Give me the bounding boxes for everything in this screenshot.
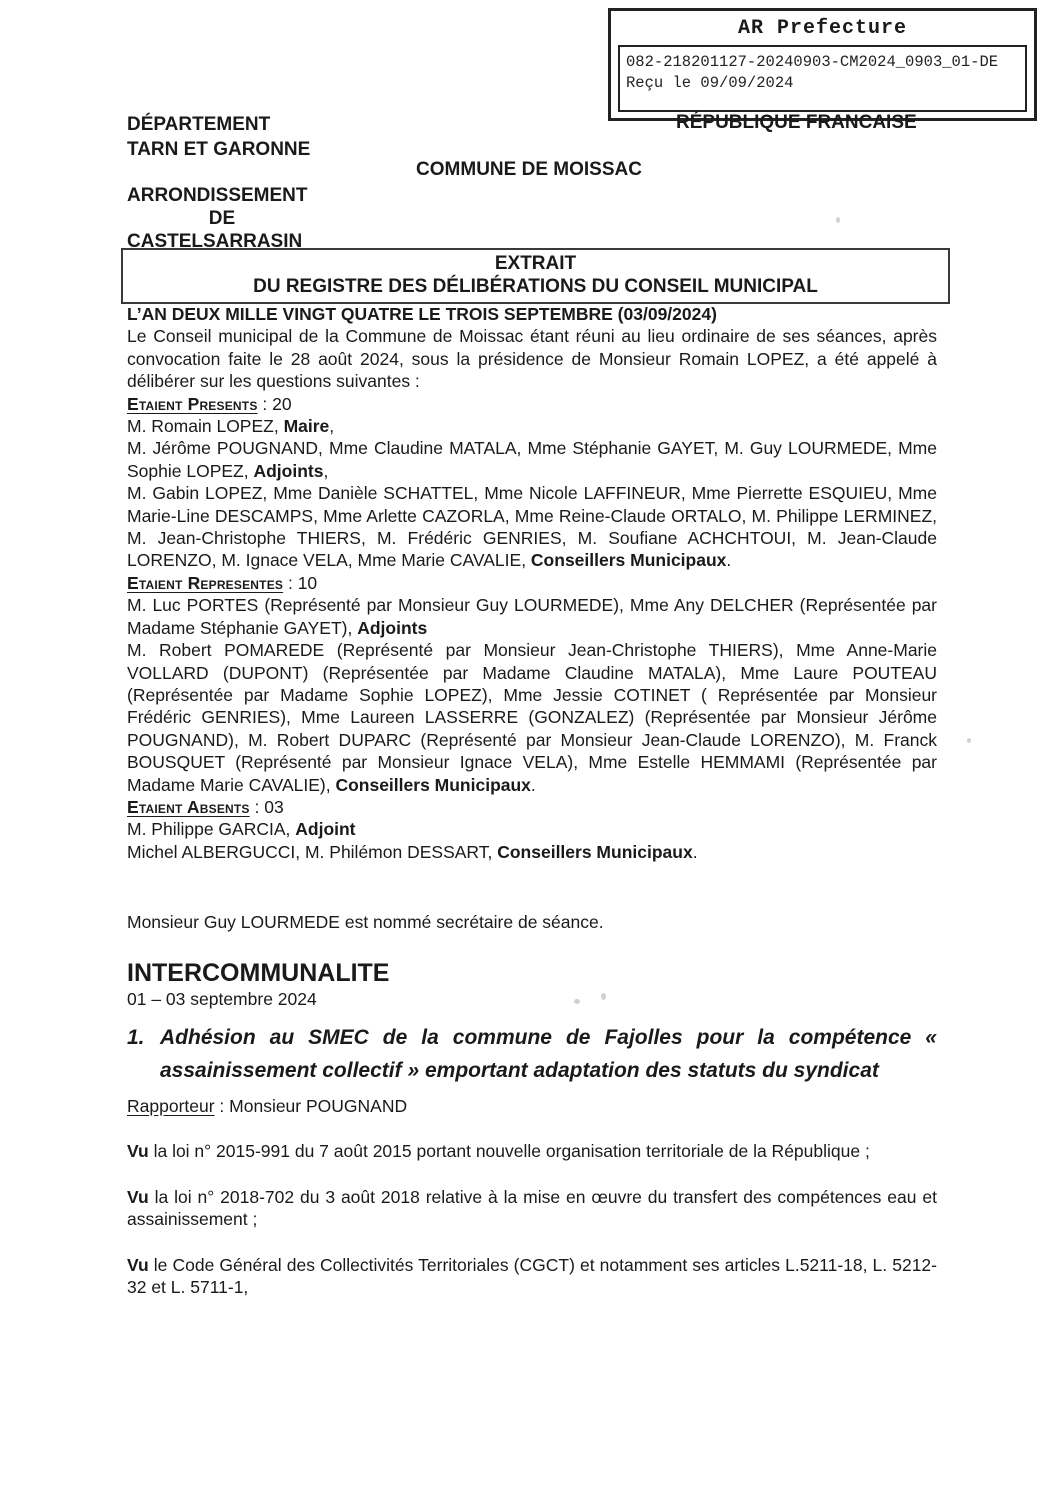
department-block <box>127 112 310 162</box>
recital-law-2015: Vu la loi n° 2015-991 du 7 août 2015 portant nouvelle organisation territoriale de la République ; <box>127 1141 870 1162</box>
attendance-presents-label: Etaient Presents <box>127 393 258 414</box>
rapporteur-line <box>127 1095 937 1117</box>
scan-artifact <box>574 999 580 1004</box>
recital-cgct: Vu le Code Général des Collectivités Territoriales (CGCT) et notamment ses articles L.5211-18, L. 5212-32 et L. 5711-1, <box>127 1254 937 1297</box>
commune-label: COMMUNE DE MOISSAC <box>416 159 642 180</box>
represented-conseillers-line: M. Robert POMAREDE (Représenté par Monsieur Jean-Christophe THIERS), Mme Anne-Marie VOLLARD (DUPONT) (Représentée par Madame Claudine MATALA), Mme Laure POUTEAU (Représentée par Madame Sophie LOPEZ), Mme Jessie COTINET ( Représentée par Monsieur Frédéric GENRIES), Mme Laureen LASSERRE (GONZALEZ) (Représentée par Monsieur Jérôme POUGNAND), M. Robert DUPARC (Représenté par Monsieur Jean-Claude LORENZO), M. Franck BOUSQUET (Représenté par Monsieur Ignace VELA), Mme Estelle HEMMAMI (Représentée par Madame Marie CAVALIE), Conseillers Municipaux. <box>127 640 937 795</box>
arrondissement-label: ARRONDISSEMENT <box>127 185 308 206</box>
republic-label: RÉPUBLIQUE FRANCAISE <box>676 112 917 133</box>
document-title-line2: DU REGISTRE DES DÉLIBÉRATIONS DU CONSEIL MUNICIPAL <box>253 276 818 297</box>
attendance-absents-heading <box>127 796 937 818</box>
department-name: TARN ET GARONNE <box>127 139 311 160</box>
attendance-representes-label: Etaient Representes <box>127 572 284 593</box>
attendance-absents-count: : 03 <box>249 796 284 817</box>
attendance-representes-count: : 10 <box>283 572 318 593</box>
absent-adjoint-line: M. Philippe GARCIA, Adjoint <box>127 819 356 840</box>
scan-artifact <box>836 217 840 223</box>
section-date: 01 – 03 septembre 2024 <box>127 988 317 1009</box>
ar-stamp-received-date: Reçu le 09/09/2024 <box>626 74 794 92</box>
ar-stamp-reference: 082-218201127-20240903-CM2024_0903_01-DE <box>626 53 999 71</box>
attendance-representes-heading <box>127 572 937 594</box>
session-intro: Le Conseil municipal de la Commune de Moissac étant réuni au lieu ordinaire de ses séances, après convocation faite le 28 août 2024, sous la présidence de Monsieur Romain LOPEZ, a été appelé à délibérer sur les questions suivantes : <box>127 326 937 392</box>
department-label: DÉPARTEMENT <box>127 114 271 135</box>
ar-stamp-body <box>618 45 1027 112</box>
document-title-box <box>121 248 950 304</box>
secretary-line: Monsieur Guy LOURMEDE est nommé secrétaire de séance. <box>127 912 604 933</box>
document-title-line1: EXTRAIT <box>494 253 577 274</box>
recital-law-2018: Vu la loi n° 2018-702 du 3 août 2018 relative à la mise en œuvre du transfert des compétences eau et assainissement ; <box>127 1186 937 1230</box>
arrondissement-de: DE <box>208 208 236 229</box>
deliberation-item-title: Adhésion au SMEC de la commune de Fajolles pour la compétence « assainissement collectif » emportant adaptation des statuts du syndicat <box>160 1025 937 1082</box>
document-body <box>127 303 937 1298</box>
scan-artifact <box>967 738 971 743</box>
absent-conseillers-line: Michel ALBERGUCCI, M. Philémon DESSART, Conseillers Municipaux. <box>127 841 698 862</box>
attendance-presents-count: : 20 <box>257 393 292 414</box>
section-title: INTERCOMMUNALITE <box>127 958 390 987</box>
attendance-absents-label: Etaient Absents <box>127 796 250 817</box>
rapporteur-name: : Monsieur POUGNAND <box>214 1095 408 1116</box>
ar-stamp-title: AR Prefecture <box>737 17 908 40</box>
scan-artifact <box>601 993 606 1000</box>
represented-adjoints-line: M. Luc PORTES (Représenté par Monsieur Guy LOURMEDE), Mme Any DELCHER (Représentée par Madame Stéphanie GAYET), Adjoints <box>127 595 937 638</box>
arrondissement-name: CASTELSARRASIN <box>127 231 303 252</box>
arrondissement-block <box>127 184 317 253</box>
deliberation-item-number: 1. <box>127 1025 145 1049</box>
ar-prefecture-stamp <box>608 8 1037 121</box>
attendance-presents-heading <box>127 393 937 415</box>
rapporteur-label: Rapporteur <box>127 1095 215 1116</box>
session-date-line: L’AN DEUX MILLE VINGT QUATRE LE TROIS SEPTEMBRE (03/09/2024) <box>127 304 717 324</box>
attendance-conseillers-line: M. Gabin LOPEZ, Mme Danièle SCHATTEL, Mme Nicole LAFFINEUR, Mme Pierrette ESQUIEU, Mme Marie-Line DESCAMPS, Mme Arlette CAZORLA, Mme Reine-Claude ORTALO, M. Philippe LERMINEZ, M. Jean-Christophe THIERS, M. Frédéric GENRIES, M. Soufiane ACHCHTOUI, M. Jean-Claude LORENZO, M. Ignace VELA, Mme Marie CAVALIE, Conseillers Municipaux. <box>127 483 937 571</box>
attendance-adjoints-line: M. Jérôme POUGNAND, Mme Claudine MATALA, Mme Stéphanie GAYET, M. Guy LOURMEDE, Mme Sophie LOPEZ, Adjoints, <box>127 438 937 481</box>
deliberation-item-heading <box>127 1021 937 1087</box>
attendance-maire-line: M. Romain LOPEZ, Maire, <box>127 416 335 437</box>
